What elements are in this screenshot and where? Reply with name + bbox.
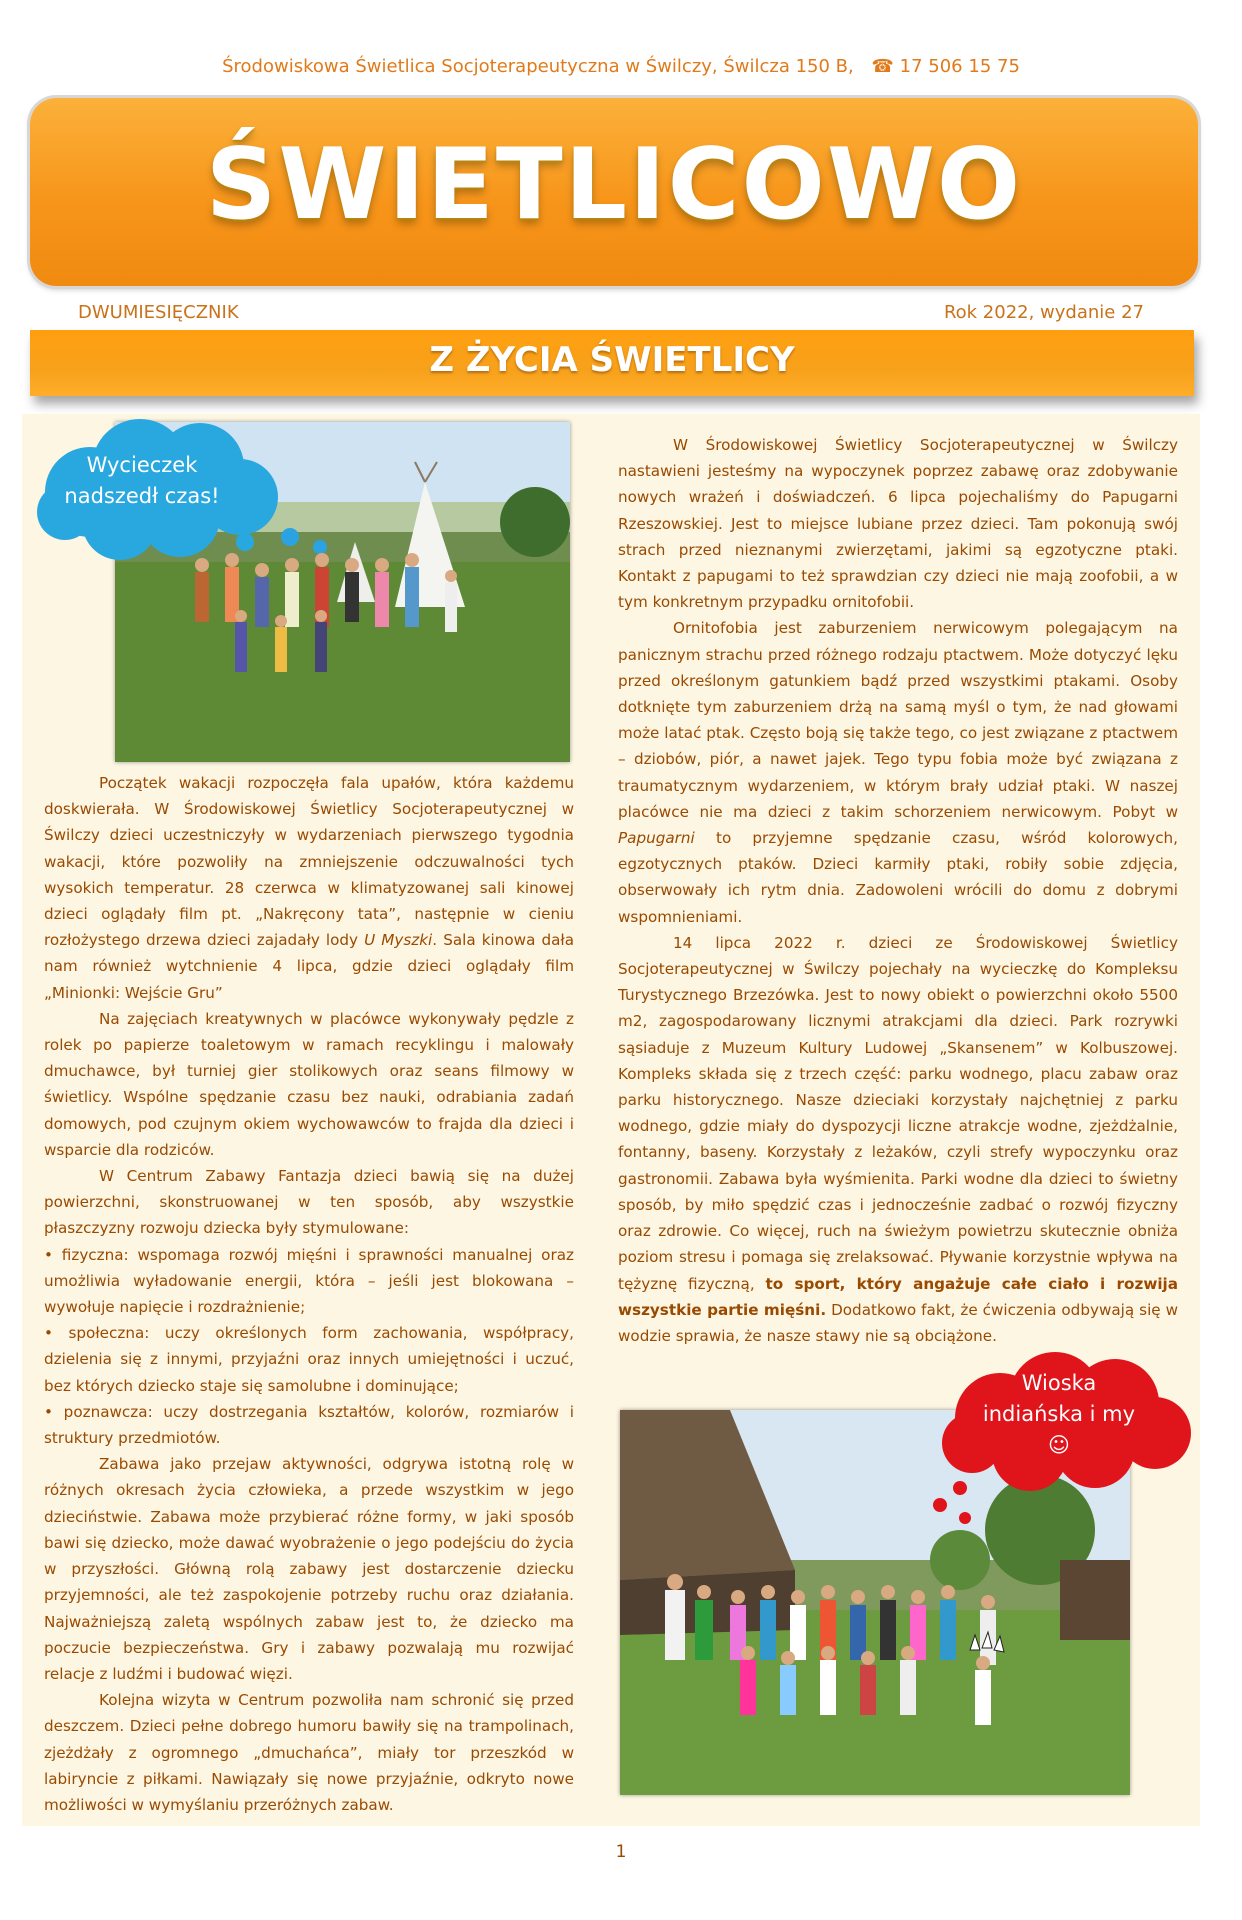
cloud-text-trips bbox=[62, 450, 222, 512]
header-line bbox=[0, 56, 1242, 77]
bullet-item: • poznawcza: uczy dostrzegania kształtów, kolorów, rozmiarów i struktury przedmiotów. bbox=[44, 1402, 574, 1448]
text-bold: to sport, który angażuje całe ciało i rozwija wszystkie partie mięśni. bbox=[618, 1274, 1179, 1319]
paragraph bbox=[618, 615, 1178, 929]
text: . Sala kinowa dała nam również wytchnienie 4 lipca, gdzie dzieci oglądały film „Minionki: Wejście Gru” bbox=[44, 931, 575, 1002]
text: Ornitofobia jest zaburzeniem nerwicowym polegającym na panicznym strachu przed różnego rodzaju ptactwem. Może dotyczyć lęku przed określonym gatunkiem bądź przed wszystkimi ptakami. Osoby dotknięte tym zaburzeniem drżą na samą myśl o tym, że nad głowami może latać ptak. Często boją się także tego, co jest związane z ptactwem – dziobów, piór, a nawet jajek. Tego typu fobia może być związana z traumatycznym wydarzeniem, w którym brały udział ptaki. W naszej placówce nie ma dzieci z takim schorzeniem nerwicowym. Pobyt w bbox=[618, 619, 1178, 821]
cloud-line: Wioska bbox=[1021, 1371, 1097, 1395]
right-column bbox=[618, 432, 1178, 1349]
paragraph: Kolejna wizyta w Centrum pozwoliła nam schronić się przed deszczem. Dzieci pełne dobrego humoru bawiły się na trampolinach, zjeżdżały z ogromnego „dmuchańca”, miały tor przeszkód w labiryncie z piłkami. Nawiązały się nowe przyjaźnie, odkryto nowe możliwości w wymyślaniu przeróżnych zabaw. bbox=[44, 1691, 574, 1814]
newsletter-title: ŚWIETLICOWO bbox=[205, 128, 1023, 242]
paragraph: Zabawa jako przejaw aktywności, odgrywa istotną rolę w różnych okresach życia człowieka, a przede wszystkim w jego dzieciństwie. Zabawa może przybierać różne formy, w jaki sposób bawi się dziecko, może dawać wyobrażenie o jego podejściu do życia w przyszłości. Główną rolą zabawy jest dostarczenie dziecku przyjemności, ale też zaspokojenie potrzeby ruchu oraz działania. Najważniejszą zaletą wspólnych zabaw jest to, że dziecko ma poczucie bezpieczeństwa. Gry i zabawy pozwalają mu rozwijać relacje z ludźmi i budować więzi. bbox=[44, 1455, 574, 1683]
text-italic: Papugarni bbox=[618, 829, 695, 848]
cloud-line: indiańska i my bbox=[982, 1402, 1136, 1426]
text: to przyjemne spędzanie czasu, wśród kolorowych, egzotycznych ptaków. Dzieci karmiły ptaki, robiły sobie zdjęcia, obserwowały ich rytm dnia. Zadowoleni wrócili do domu z dobrymi wspomnieniami. bbox=[618, 829, 1178, 926]
organization-address: Środowiskowa Świetlica Socjoterapeutyczna w Świlczy, Świlcza 150 B, bbox=[222, 56, 854, 77]
paragraph bbox=[44, 770, 574, 1006]
text: 14 lipca 2022 r. dzieci ze Środowiskowej Świetlicy Socjoterapeutycznej w Świlczy pojechały na wycieczkę do Kompleksu Turystycznego Brzezówka. Jest to nowy obiekt o powierzchni około 5500 m2, zagospodarowany licznymi atrakcjami dla dzieci. Park rozrywki sąsiaduje z Muzeum Kultury Ludowej „Skansenem” w Kolbuszowej. Kompleks składa się z trzech część: parku wodnego, placu zabaw oraz parku historycznego. Nasze dzieciaki korzystały najchętniej z parku wodnego, gdzie miały do dyspozycji liczne atrakcje wodne, zjeżdżalnie, fontanny, baseny. Korzystały z leżaków, czyli strefy wypoczynku oraz gastronomii. Zabawa była wyśmienita. Parki wodne dla dzieci to świetny sposób, by miło spędzić czas i jednocześnie zadbać o rozwój fizyczny oraz zdrowie. Co więcej, ruch na świeżym powietrzu skutecznie obniża poziom stresu i pomaga się zrelaksować. Pływanie korzystnie wpływa na tężyznę fizyczną, bbox=[618, 933, 1178, 1293]
section-title: Z ŻYCIA ŚWIETLICY bbox=[429, 340, 795, 380]
cloud-line: Wycieczek bbox=[86, 453, 198, 477]
issue-label: Rok 2022, wydanie 27 bbox=[943, 302, 1144, 323]
paragraph: W Centrum Zabawy Fantazja dzieci bawią się na dużej powierzchni, skonstruowanej w ten sposób, aby wszystkie płaszczyzny rozwoju dziecka były stymulowane: bbox=[44, 1167, 574, 1238]
paragraph: Na zajęciach kreatywnych w placówce wykonywały pędzle z rolek po papierze toaletowym w ramach recyklingu i malowały dmuchawce, był turniej gier stolikowych oraz seans filmowy w świetlicy. Wspólne spędzanie czasu bez nauki, odrabiania zadań domowych, pod czujnym okiem wychowawców to frajda dla dzieci i wsparcie dla rodziców. bbox=[44, 1009, 574, 1159]
cloud-line: nadszedł czas! bbox=[64, 484, 220, 508]
paragraph: W Środowiskowej Świetlicy Socjoterapeutycznej w Świlczy nastawieni jesteśmy na wypoczynek poprzez zabawę oraz zdobywanie nowych wrażeń i doświadczeń. 6 lipca pojechaliśmy do Papugarni Rzeszowskiej. Jest to miejsce lubiane przez dzieci. Tam pokonują swój strach przed nieznanymi zwierzętami, jakimi są egzotyczne ptaki. Kontakt z papugami to też sprawdzian czy dzieci nie mają zoofobii, a w tym konkretnym przypadku ornitofobii. bbox=[618, 436, 1178, 612]
page-number: 1 bbox=[615, 1842, 627, 1862]
frequency-label: DWUMIESIĘCZNIK bbox=[78, 302, 239, 323]
text: Początek wakacji rozpoczęła fala upałów, która każdemu doskwierała. W Środowiskowej Świetlicy Socjoterapeutycznej w Świlczy dzieci uczestniczyły w wydarzeniach pierwszego tygodnia wakacji, które pozwoliły na zmniejszenie odczuwalności tych wysokich temperatur. 28 czerwca w klimatyzowanej sali kinowej dzieci oglądały film pt. „Nakręcony tata”, następnie w cieniu rozłożystego drzewa dzieci zajadały lody bbox=[44, 774, 574, 950]
text-italic: U Myszki bbox=[364, 931, 433, 950]
left-column bbox=[44, 770, 574, 1818]
bullet-item: • fizyczna: wspomaga rozwój mięśni i sprawności manualnej oraz umożliwia wyładowanie energii, która – jeśli jest blokowana – wywołuje napięcie i rozdrażnienie; bbox=[44, 1245, 574, 1317]
phone-icon: ☎ bbox=[871, 56, 894, 77]
smile-icon: ☺ bbox=[1048, 1433, 1070, 1457]
cloud-text-village bbox=[968, 1368, 1150, 1461]
text: Dodatkowo fakt, że ćwiczenia odbywają się w wodzie sprawia, że nasze stawy nie są obciążone. bbox=[618, 1300, 1179, 1345]
paragraph bbox=[618, 930, 1178, 1349]
phone-number: 17 506 15 75 bbox=[899, 56, 1020, 77]
bullet-item: • społeczna: uczy określonych form zachowania, współpracy, dzielenia się z innymi, przyjaźni oraz innych umiejętności i uczuć, bez których dziecko staje się samolubne i dominujące; bbox=[44, 1324, 574, 1395]
